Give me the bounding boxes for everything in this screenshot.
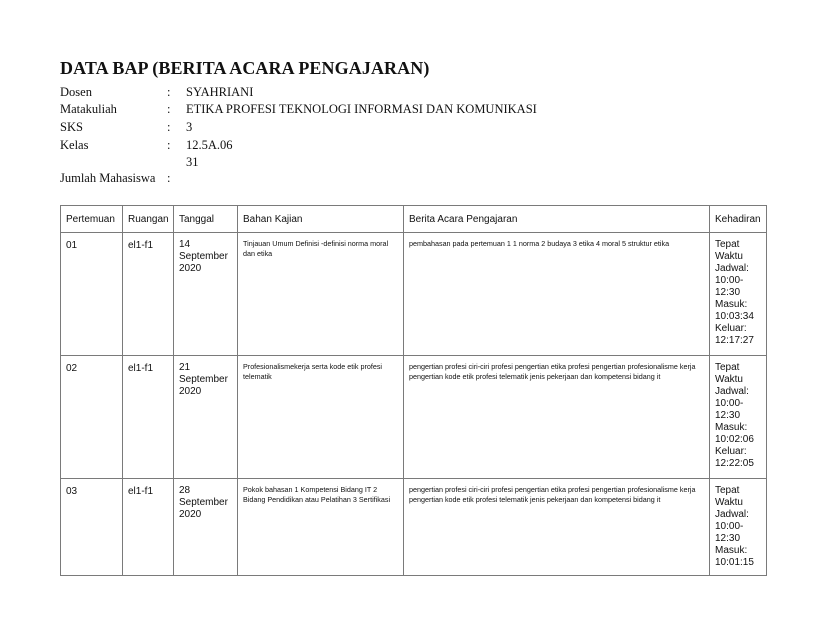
kehadiran-line: 10:01:15 — [715, 557, 754, 568]
kehadiran-line: Jadwal: — [715, 263, 749, 274]
cell-ruangan: el1-f1 — [123, 479, 174, 576]
kehadiran-line: Masuk: — [715, 545, 748, 556]
matakuliah-label: Matakuliah — [60, 102, 117, 116]
cell-bahan-kajian: Pokok bahasan 1 Kompetensi Bidang IT 2 Bidang Pendidikan atau Pelatihan 3 Sertifikasi — [238, 479, 404, 576]
table-row — [61, 479, 767, 576]
kehadiran-line: Tepat — [715, 239, 740, 250]
cell-pertemuan: 03 — [61, 479, 123, 576]
cell-pertemuan: 01 — [61, 233, 123, 356]
kehadiran-line: 10:02:06 — [715, 434, 754, 445]
cell-bahan-kajian: Tinjauan Umum Definisi -definisi norma moral dan etika — [238, 233, 404, 356]
kehadiran-line: 10:00- — [715, 398, 744, 409]
tanggal-day: 28 — [179, 485, 191, 496]
kehadiran-line: Jadwal: — [715, 509, 749, 520]
tanggal-year: 2020 — [179, 263, 202, 274]
cell-ruangan: el1-f1 — [123, 233, 174, 356]
tanggal-month: September — [179, 251, 228, 262]
kehadiran-line: Jadwal: — [715, 386, 749, 397]
table-row — [61, 233, 767, 356]
header-pertemuan: Pertemuan — [61, 206, 123, 233]
kehadiran-line: Waktu — [715, 497, 743, 508]
header-tanggal: Tanggal — [174, 206, 238, 233]
cell-ruangan: el1-f1 — [123, 356, 174, 479]
kehadiran-line: Tepat — [715, 362, 740, 373]
kehadiran-line: 10:00- — [715, 275, 744, 286]
jumlah-mahasiswa-colon: : — [167, 171, 171, 185]
kehadiran-line: Waktu — [715, 251, 743, 262]
kehadiran-line: 10:00- — [715, 521, 744, 532]
tanggal-month: September — [179, 497, 228, 508]
cell-kehadiran — [710, 356, 767, 479]
kelas-colon: : — [167, 138, 171, 152]
cell-tanggal — [174, 233, 238, 356]
kehadiran-line: Masuk: — [715, 299, 748, 310]
header-ruangan: Ruangan — [123, 206, 174, 233]
dosen-label: Dosen — [60, 85, 92, 99]
header-kehadiran: Kehadiran — [710, 206, 767, 233]
tanggal-day: 21 — [179, 362, 191, 373]
bap-table — [60, 205, 767, 576]
kelas-value: 12.5A.06 — [186, 138, 233, 152]
cell-kehadiran — [710, 233, 767, 356]
sks-value: 3 — [186, 120, 193, 134]
kehadiran-line: Keluar: — [715, 446, 747, 457]
table-header-row — [61, 206, 767, 233]
tanggal-month: September — [179, 374, 228, 385]
kehadiran-line: 12:17:27 — [715, 335, 754, 346]
jumlah-mahasiswa-value: 31 — [186, 155, 199, 169]
tanggal-year: 2020 — [179, 386, 202, 397]
cell-kehadiran — [710, 479, 767, 576]
tanggal-year: 2020 — [179, 509, 202, 520]
table-row — [61, 356, 767, 479]
tanggal-day: 14 — [179, 239, 191, 250]
sks-colon: : — [167, 120, 171, 134]
document-title: DATA BAP (BERITA ACARA PENGAJARAN) — [60, 58, 430, 78]
matakuliah-colon: : — [167, 102, 171, 116]
dosen-value: SYAHRIANI — [186, 85, 254, 99]
header-bahan-kajian: Bahan Kajian — [238, 206, 404, 233]
dosen-colon: : — [167, 85, 171, 99]
kehadiran-line: Keluar: — [715, 323, 747, 334]
kehadiran-line: Waktu — [715, 374, 743, 385]
kehadiran-line: Tepat — [715, 485, 740, 496]
jumlah-mahasiswa-label: Jumlah Mahasiswa — [60, 171, 156, 185]
kehadiran-line: Masuk: — [715, 422, 748, 433]
kehadiran-line: 12:30 — [715, 287, 741, 298]
kehadiran-line: 12:30 — [715, 533, 741, 544]
cell-tanggal — [174, 356, 238, 479]
cell-berita-acara: pengertian profesi ciri-ciri profesi pengertian etika profesi pengertian profesionalisme kerja pengertian kode etik profesi telematik jenis pekerjaan dan kompetensi bidang it — [404, 356, 710, 479]
header-berita-acara: Berita Acara Pengajaran — [404, 206, 710, 233]
kehadiran-line: 12:22:05 — [715, 458, 754, 469]
kehadiran-line: 12:30 — [715, 410, 741, 421]
sks-label: SKS — [60, 120, 83, 134]
cell-tanggal — [174, 479, 238, 576]
cell-pertemuan: 02 — [61, 356, 123, 479]
kehadiran-line: 10:03:34 — [715, 311, 754, 322]
matakuliah-value: ETIKA PROFESI TEKNOLOGI INFORMASI DAN KOMUNIKASI — [186, 102, 537, 116]
cell-bahan-kajian: Profesionalismekerja serta kode etik profesi telematik — [238, 356, 404, 479]
cell-berita-acara: pengertian profesi ciri-ciri profesi pengertian etika profesi pengertian profesionalisme kerja pengertian kode etik profesi telematik jenis pekerjaan dan kompetensi bidang it — [404, 479, 710, 576]
kelas-label: Kelas — [60, 138, 89, 152]
cell-berita-acara: pembahasan pada pertemuan 1 1 norma 2 budaya 3 etika 4 moral 5 struktur etika — [404, 233, 710, 356]
